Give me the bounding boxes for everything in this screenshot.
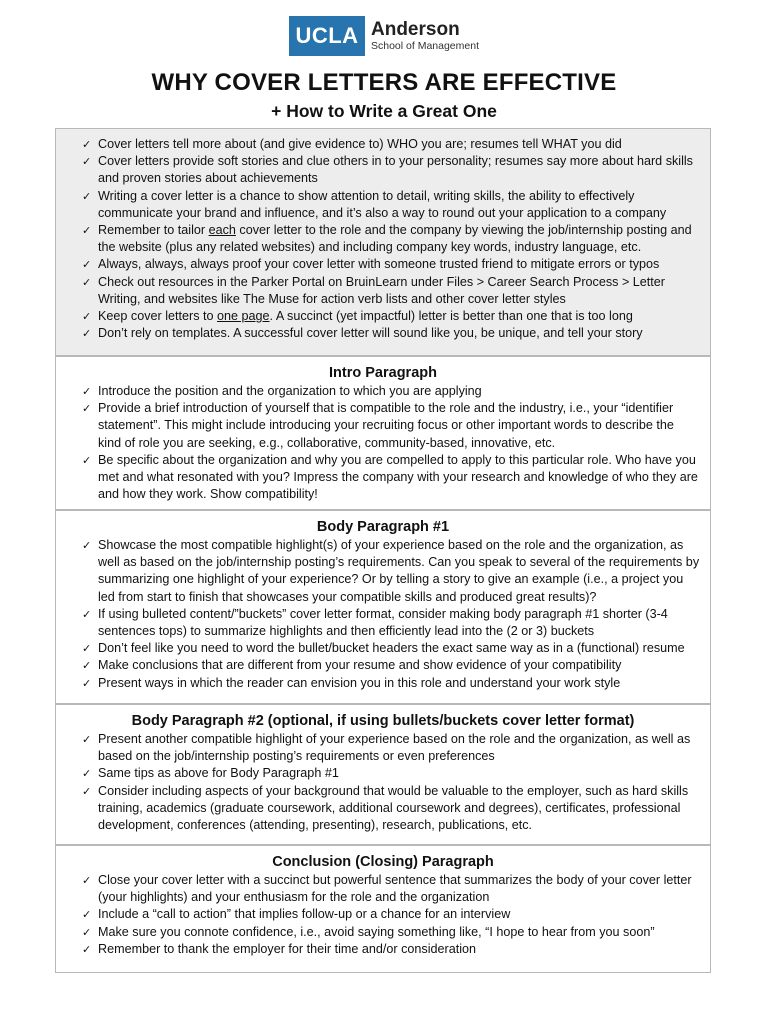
school-name: School of Management	[371, 39, 479, 52]
conclusion-paragraph-section	[55, 845, 711, 973]
bullet-item	[56, 640, 710, 657]
bullet-text: Cover letters provide soft stories and clue others in to your personality; resumes say more about hard skills and proven stories about achievements	[98, 154, 693, 186]
checkmark-icon: ✓	[82, 224, 92, 238]
bullet-text: Be specific about the organization and why you are compelled to apply to this particular role. Who have you met and what resonated with you? Impress the company with your research and knowledge of who they are and how they work. Show compatibility!	[98, 452, 698, 502]
section-heading: Intro Paragraph	[329, 365, 437, 381]
page-subtitle: + How to Write a Great One	[271, 101, 497, 121]
bullet-item	[56, 188, 710, 222]
bullet-text: Writing a cover letter is a chance to show attention to detail, writing skills, the ability to effectively communicate your brand and influence, and it’s also a way to round out your application to a company	[98, 188, 667, 220]
bullet-item	[56, 606, 710, 640]
checkmark-icon: ✓	[82, 942, 92, 956]
bullet-item	[56, 765, 710, 782]
bullet-text: Cover letters tell more about (and give evidence to) WHO you are; resumes tell WHAT you did	[98, 137, 622, 151]
section-heading: Body Paragraph #2 (optional, if using bullets/buckets cover letter format)	[131, 713, 635, 729]
bullet-text: Provide a brief introduction of yourself that is compatible to the role and the industry, i.e., your “identifier statement”. This might include introducing your recruiting focus or other important words to describe the kind of role you are seeking, e.g., collaborative, community-based, innovative, etc.	[98, 401, 674, 450]
checkmark-icon: ✓	[82, 310, 92, 324]
anderson-wordmark	[371, 20, 479, 53]
checkmark-icon: ✓	[82, 607, 92, 621]
bullet-text: Remember to thank the employer for their time and/or consideration	[98, 941, 476, 956]
bullet-item	[56, 153, 710, 187]
bullet-item	[56, 308, 710, 325]
checkmark-icon: ✓	[82, 258, 92, 272]
body1-tips-list	[56, 537, 710, 692]
checkmark-icon: ✓	[82, 659, 92, 673]
bullet-text: Same tips as above for Body Paragraph #1	[98, 766, 339, 781]
bullet-text: Always, always, always proof your cover letter with someone trusted friend to mitigate errors or typos	[98, 257, 660, 272]
checkmark-icon: ✓	[82, 784, 92, 798]
bullet-text: Don’t rely on templates. A successful cover letter will sound like you, be unique, and tell your story	[98, 326, 643, 341]
checkmark-icon: ✓	[82, 874, 92, 887]
bullet-item	[56, 136, 710, 153]
checkmark-icon: ✓	[82, 275, 92, 289]
intro-paragraph-section	[55, 356, 711, 510]
page-title: WHY COVER LETTERS ARE EFFECTIVE	[151, 69, 617, 96]
bullet-item	[56, 924, 710, 941]
checkmark-icon: ✓	[82, 189, 92, 203]
checkmark-icon: ✓	[82, 539, 92, 552]
bullet-text: Present another compatible highlight of your experience based on the role and the organization, as well as based on the job/internship posting’s requirements or even preferences	[98, 732, 691, 764]
checkmark-icon: ✓	[82, 908, 92, 922]
bullet-text: Check out resources in the Parker Portal on BruinLearn under Files > Career Search Process > Letter Writing, and websites like The Muse for action verb lists and other cover letter styles	[98, 274, 666, 306]
bullet-text: Close your cover letter with a succinct but powerful sentence that summarizes the body of your cover letter (your highlights) and your enthusiasm for the role and the organization	[98, 873, 692, 905]
checkmark-icon: ✓	[82, 155, 92, 169]
checkmark-icon: ✓	[82, 676, 92, 690]
general-tips-box	[55, 128, 711, 356]
ucla-anderson-logo	[289, 16, 479, 56]
intro-tips-list	[56, 383, 710, 503]
bullet-text: Introduce the position and the organization to which you are applying	[98, 384, 482, 398]
checkmark-icon: ✓	[82, 767, 92, 781]
checkmark-icon: ✓	[82, 138, 92, 151]
bullet-item	[56, 400, 710, 452]
section-heading: Conclusion (Closing) Paragraph	[272, 854, 494, 870]
body-paragraph-2-section	[55, 704, 711, 845]
general-tips-list	[56, 136, 710, 342]
checkmark-icon: ✓	[82, 733, 92, 746]
bullet-text: Make conclusions that are different from your resume and show evidence of your compatibility	[98, 658, 622, 673]
ucla-logo-box: UCLA	[289, 16, 365, 56]
bullet-item	[56, 274, 710, 308]
checkmark-icon: ✓	[82, 402, 92, 416]
bullet-item	[56, 675, 710, 692]
bullet-text: If using bulleted content/”buckets” cover letter format, consider making body paragraph #1 shorter (3-4 sentences tops) to summarize highlights and then efficiently lead into the (2 or 3) buckets	[98, 606, 668, 639]
conclusion-tips-list	[56, 872, 710, 958]
section-heading: Body Paragraph #1	[316, 519, 450, 535]
bullet-text: Showcase the most compatible highlight(s) of your experience based on the role and the organization, as well as based on the job/internship posting’s requirements. Can you speak to several of the requirements by summarizing one highlight of your experience? Or by telling a story to give an example (i.e., a project you led from start to finish that showcases your compatible skills and produced great results)?	[98, 538, 700, 604]
bullet-item	[56, 783, 710, 835]
checkmark-icon: ✓	[82, 385, 92, 398]
bullet-item	[56, 657, 710, 674]
bullet-text: Consider including aspects of your background that would be valuable to the employer, such as hard skills training, academics (graduate coursework, additional coursework and degrees), certificates, professional development, conferences (attending, presenting), research, publications, etc.	[98, 783, 689, 833]
bullet-text: Keep cover letters to	[98, 309, 218, 324]
anderson-name: Anderson	[371, 18, 460, 40]
bullet-item	[56, 872, 710, 906]
bullet-item	[56, 383, 710, 400]
bullet-item	[56, 906, 710, 923]
bullet-text: Present ways in which the reader can envision you in this role and understand your work style	[98, 675, 621, 690]
checkmark-icon: ✓	[82, 453, 92, 467]
bullet-text: Make sure you connote confidence, i.e., avoid saying something like, “I hope to hear from you soon”	[98, 924, 655, 939]
body-paragraph-1-section	[55, 510, 711, 704]
bullet-item	[56, 941, 710, 958]
bullet-item	[56, 325, 710, 342]
bullet-item	[56, 256, 710, 273]
bullet-item	[56, 452, 710, 504]
checkmark-icon: ✓	[82, 925, 92, 939]
bullet-item	[56, 537, 710, 606]
checkmark-icon: ✓	[82, 642, 92, 656]
bullet-text: . A succinct (yet impactful) letter is better than one that is too long	[269, 309, 633, 324]
bullet-item	[56, 731, 710, 765]
bullet-text: Don’t feel like you need to word the bullet/bucket headers the exact same way as in a (functional) resume	[98, 641, 685, 656]
underlined-text: one page	[217, 309, 270, 324]
bullet-text: cover letter to the role and the company by viewing the job/internship posting and the website (plus any related websites) and including company key words, industry language, etc.	[98, 223, 692, 255]
checkmark-icon: ✓	[82, 327, 92, 341]
underlined-text: each	[208, 223, 236, 238]
bullet-item	[56, 222, 710, 256]
bullet-text: Remember to tailor	[98, 223, 209, 238]
body2-tips-list	[56, 731, 710, 834]
bullet-text: Include a “call to action” that implies follow-up or a chance for an interview	[98, 907, 511, 922]
